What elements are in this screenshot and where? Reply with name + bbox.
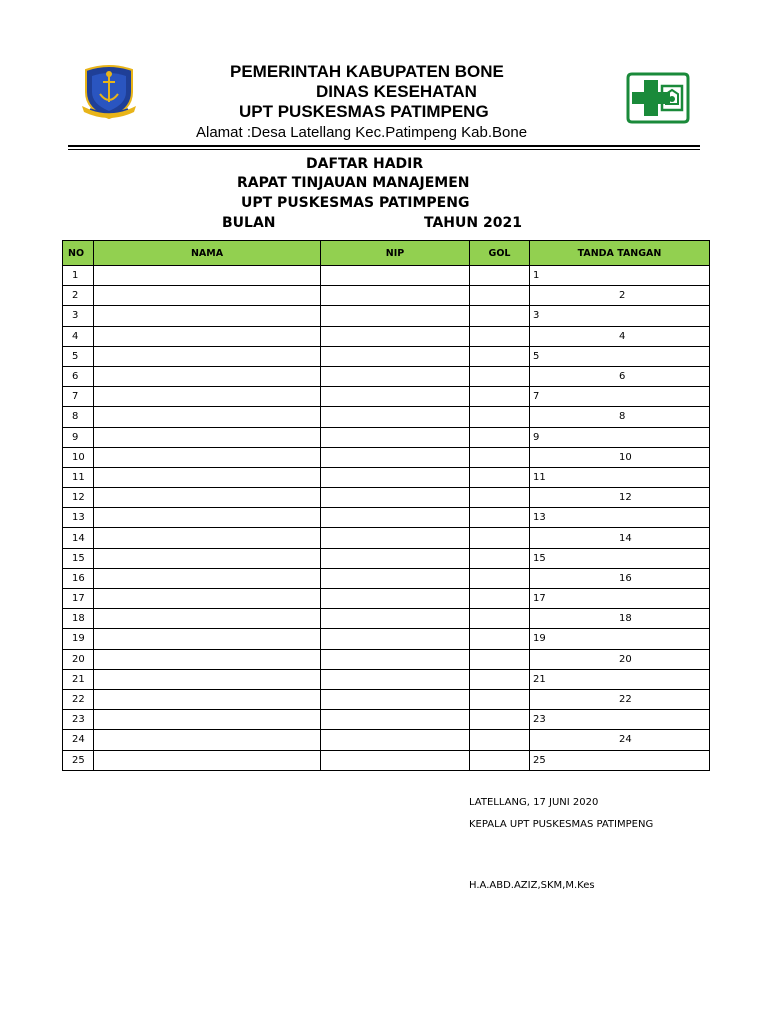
cell-nip[interactable] <box>321 326 470 346</box>
cell-nama[interactable] <box>94 366 321 386</box>
cell-gol[interactable] <box>470 467 530 487</box>
table-row <box>63 286 710 306</box>
table-row <box>63 306 710 326</box>
table-row <box>63 548 710 568</box>
cell-tanda-tangan[interactable]: 18 <box>530 609 710 629</box>
cell-nip[interactable] <box>321 387 470 407</box>
cell-nama[interactable] <box>94 609 321 629</box>
cell-gol[interactable] <box>470 407 530 427</box>
table-row <box>63 407 710 427</box>
cell-tanda-tangan[interactable]: 10 <box>530 447 710 467</box>
cell-gol[interactable] <box>470 508 530 528</box>
cell-no: 22 <box>63 689 94 709</box>
cell-tanda-tangan[interactable]: 1 <box>530 266 710 286</box>
cell-no: 9 <box>63 427 94 447</box>
cell-no: 4 <box>63 326 94 346</box>
cell-tanda-tangan[interactable]: 6 <box>530 366 710 386</box>
cell-nip[interactable] <box>321 609 470 629</box>
cell-tanda-tangan[interactable]: 20 <box>530 649 710 669</box>
cell-nip[interactable] <box>321 649 470 669</box>
cell-no: 14 <box>63 528 94 548</box>
cell-nip[interactable] <box>321 689 470 709</box>
table-row <box>63 366 710 386</box>
cell-gol[interactable] <box>470 750 530 770</box>
table-row <box>63 346 710 366</box>
year-label: TAHUN 2021 <box>424 215 522 231</box>
cell-nip[interactable] <box>321 750 470 770</box>
cell-nip[interactable] <box>321 306 470 326</box>
cell-tanda-tangan[interactable]: 21 <box>530 669 710 689</box>
cell-gol[interactable] <box>470 649 530 669</box>
cell-nama[interactable] <box>94 528 321 548</box>
doc-unit: UPT PUSKESMAS PATIMPENG <box>241 195 470 211</box>
table-row <box>63 629 710 649</box>
cell-nip[interactable] <box>321 589 470 609</box>
cell-gol[interactable] <box>470 387 530 407</box>
cell-nama[interactable] <box>94 689 321 709</box>
doc-title: DAFTAR HADIR <box>306 156 424 172</box>
table-row <box>63 488 710 508</box>
cell-tanda-tangan[interactable]: 4 <box>530 326 710 346</box>
cell-nama[interactable] <box>94 669 321 689</box>
table-row <box>63 750 710 770</box>
cell-nip[interactable] <box>321 286 470 306</box>
cell-nama[interactable] <box>94 447 321 467</box>
cell-nama[interactable] <box>94 730 321 750</box>
cell-tanda-tangan[interactable]: 12 <box>530 488 710 508</box>
cell-nama[interactable] <box>94 387 321 407</box>
cell-gol[interactable] <box>470 548 530 568</box>
cell-tanda-tangan[interactable]: 13 <box>530 508 710 528</box>
cell-nama[interactable] <box>94 427 321 447</box>
table-row <box>63 447 710 467</box>
cell-gol[interactable] <box>470 346 530 366</box>
cell-no: 6 <box>63 366 94 386</box>
cell-tanda-tangan[interactable]: 8 <box>530 407 710 427</box>
cell-no: 1 <box>63 266 94 286</box>
cell-tanda-tangan[interactable]: 14 <box>530 528 710 548</box>
header-government: PEMERINTAH KABUPATEN BONE <box>230 62 504 81</box>
cell-no: 19 <box>63 629 94 649</box>
table-row <box>63 326 710 346</box>
cell-no: 5 <box>63 346 94 366</box>
table-row <box>63 387 710 407</box>
cell-no: 21 <box>63 669 94 689</box>
cell-no: 3 <box>63 306 94 326</box>
header-address: Alamat :Desa Latellang Kec.Patimpeng Kab.Bone <box>196 124 528 141</box>
cell-gol[interactable] <box>470 306 530 326</box>
cell-nip[interactable] <box>321 710 470 730</box>
cell-gol[interactable] <box>470 710 530 730</box>
cell-nama[interactable] <box>94 649 321 669</box>
place-date: LATELLANG, 17 JUNI 2020 <box>469 797 599 808</box>
table-row <box>63 266 710 286</box>
cell-gol[interactable] <box>470 286 530 306</box>
cell-no: 8 <box>63 407 94 427</box>
table-row <box>63 528 710 548</box>
cell-nip[interactable] <box>321 568 470 588</box>
cell-no: 12 <box>63 488 94 508</box>
bone-regency-emblem-icon <box>80 62 138 120</box>
table-row <box>63 689 710 709</box>
cell-no: 18 <box>63 609 94 629</box>
cell-tanda-tangan[interactable]: 25 <box>530 750 710 770</box>
cell-gol[interactable] <box>470 730 530 750</box>
cell-nip[interactable] <box>321 669 470 689</box>
cell-gol[interactable] <box>470 366 530 386</box>
col-header-no: NO <box>63 241 94 266</box>
cell-gol[interactable] <box>470 669 530 689</box>
cell-no: 11 <box>63 467 94 487</box>
table-row <box>63 609 710 629</box>
header-divider-thick <box>68 145 700 147</box>
cell-gol[interactable] <box>470 488 530 508</box>
cell-no: 20 <box>63 649 94 669</box>
header-unit: UPT PUSKESMAS PATIMPENG <box>239 102 489 121</box>
table-row <box>63 589 710 609</box>
cell-gol[interactable] <box>470 609 530 629</box>
cell-tanda-tangan[interactable]: 19 <box>530 629 710 649</box>
col-header-nama: NAMA <box>94 241 321 266</box>
cell-nip[interactable] <box>321 266 470 286</box>
cell-nama[interactable] <box>94 407 321 427</box>
cell-nama[interactable] <box>94 286 321 306</box>
cell-nip[interactable] <box>321 366 470 386</box>
cell-gol[interactable] <box>470 568 530 588</box>
cell-tanda-tangan[interactable]: 17 <box>530 589 710 609</box>
col-header-tanda-tangan: TANDA TANGAN <box>530 241 710 266</box>
cell-nip[interactable] <box>321 548 470 568</box>
table-row <box>63 669 710 689</box>
cell-tanda-tangan[interactable]: 9 <box>530 427 710 447</box>
cell-tanda-tangan[interactable]: 23 <box>530 710 710 730</box>
cell-gol[interactable] <box>470 629 530 649</box>
cell-no: 23 <box>63 710 94 730</box>
cell-nip[interactable] <box>321 407 470 427</box>
cell-no: 7 <box>63 387 94 407</box>
cell-nama[interactable] <box>94 326 321 346</box>
cell-nama[interactable] <box>94 508 321 528</box>
cell-nip[interactable] <box>321 508 470 528</box>
header-department: DINAS KESEHATAN <box>316 82 477 101</box>
table-row <box>63 427 710 447</box>
cell-nip[interactable] <box>321 629 470 649</box>
cell-gol[interactable] <box>470 528 530 548</box>
cell-nip[interactable] <box>321 427 470 447</box>
cell-nip[interactable] <box>321 447 470 467</box>
cell-tanda-tangan[interactable]: 24 <box>530 730 710 750</box>
cell-tanda-tangan[interactable]: 5 <box>530 346 710 366</box>
cell-no: 10 <box>63 447 94 467</box>
table-row <box>63 508 710 528</box>
month-label: BULAN <box>222 215 276 231</box>
cell-no: 17 <box>63 589 94 609</box>
cell-no: 24 <box>63 730 94 750</box>
col-header-gol: GOL <box>470 241 530 266</box>
cell-tanda-tangan[interactable]: 22 <box>530 689 710 709</box>
table-row <box>63 730 710 750</box>
cell-nip[interactable] <box>321 467 470 487</box>
col-header-nip: NIP <box>321 241 470 266</box>
table-row <box>63 649 710 669</box>
cell-nama[interactable] <box>94 548 321 568</box>
cell-tanda-tangan[interactable]: 7 <box>530 387 710 407</box>
cell-nama[interactable] <box>94 346 321 366</box>
cell-gol[interactable] <box>470 589 530 609</box>
cell-nama[interactable] <box>94 266 321 286</box>
attendance-table <box>62 240 710 771</box>
cell-nama[interactable] <box>94 629 321 649</box>
cell-nama[interactable] <box>94 488 321 508</box>
cell-gol[interactable] <box>470 689 530 709</box>
cell-nama[interactable] <box>94 568 321 588</box>
cell-gol[interactable] <box>470 447 530 467</box>
cell-no: 15 <box>63 548 94 568</box>
cell-no: 25 <box>63 750 94 770</box>
signatory-name: H.A.ABD.AZIZ,SKM,M.Kes <box>469 880 595 891</box>
cell-nip[interactable] <box>321 528 470 548</box>
cell-no: 16 <box>63 568 94 588</box>
doc-subtitle: RAPAT TINJAUAN MANAJEMEN <box>237 175 470 191</box>
table-header-row <box>63 241 710 266</box>
cell-nama[interactable] <box>94 710 321 730</box>
cell-nama[interactable] <box>94 306 321 326</box>
cell-nama[interactable] <box>94 467 321 487</box>
header-divider-thin <box>68 149 700 150</box>
cell-nip[interactable] <box>321 488 470 508</box>
table-row <box>63 710 710 730</box>
cell-tanda-tangan[interactable]: 15 <box>530 548 710 568</box>
cell-nip[interactable] <box>321 346 470 366</box>
table-row <box>63 568 710 588</box>
cell-nip[interactable] <box>321 730 470 750</box>
cell-nama[interactable] <box>94 750 321 770</box>
cell-nama[interactable] <box>94 589 321 609</box>
cell-gol[interactable] <box>470 266 530 286</box>
cell-tanda-tangan[interactable]: 16 <box>530 568 710 588</box>
cell-tanda-tangan[interactable]: 2 <box>530 286 710 306</box>
table-row <box>63 467 710 487</box>
cell-no: 13 <box>63 508 94 528</box>
cell-tanda-tangan[interactable]: 11 <box>530 467 710 487</box>
puskesmas-logo-icon <box>626 72 690 124</box>
cell-tanda-tangan[interactable]: 3 <box>530 306 710 326</box>
cell-gol[interactable] <box>470 326 530 346</box>
cell-no: 2 <box>63 286 94 306</box>
cell-gol[interactable] <box>470 427 530 447</box>
signatory-position: KEPALA UPT PUSKESMAS PATIMPENG <box>469 819 654 830</box>
